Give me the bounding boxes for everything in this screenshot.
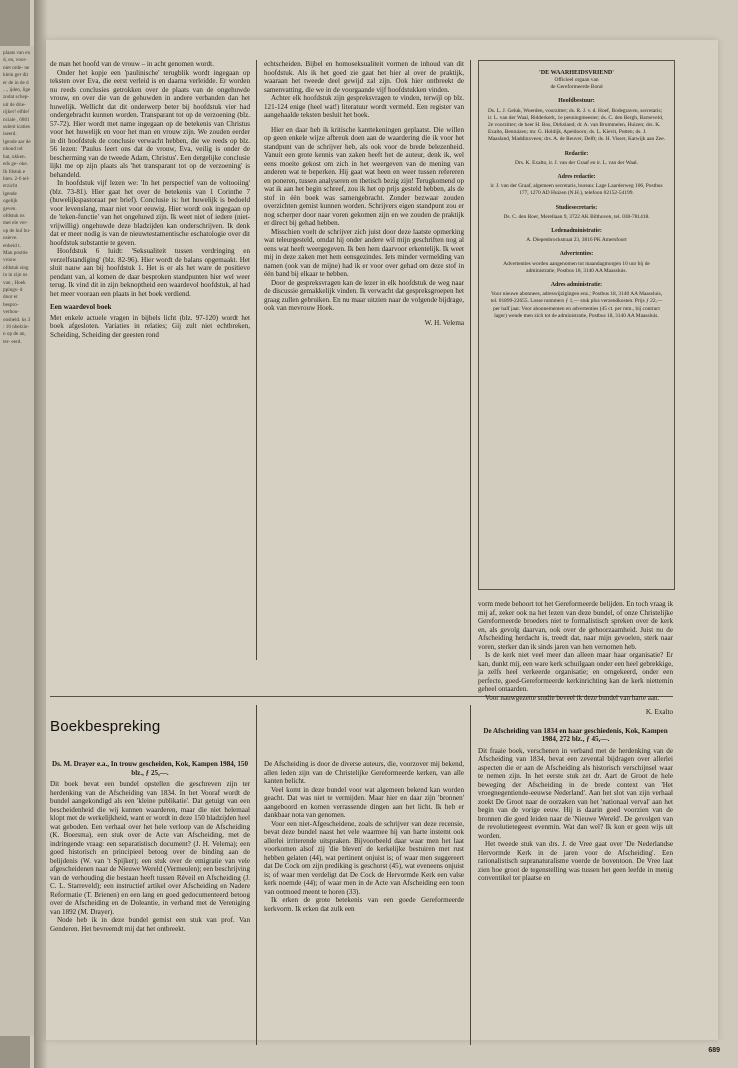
masthead-section-head: Studiesecretaris: bbox=[555, 204, 598, 211]
subheading: Een waardevol boek bbox=[50, 303, 112, 311]
paragraph: Dit boek bevat een bundel opstellen die geschreven zijn ter herdenking van de Afscheiding van 1834. In het Vooraf wordt de bundel aangekondigd als een 'kleine publikatie'. Dat getuigt van een bescheidenheid die wij kunnen waarderen, maar die niet helemaal klopt met de werkelijkheid, want er wordt in deze 150 bladzijden heel wat geboden. Een verhaal over het hele verloop van de Afscheiding (K. Boersma), een stuk over de Acte van Afscheiding, met de indringende vraag: een separatistisch document? (J. H. Velema); een goed historisch en principieel betoog over de binding aan de belijdenis (W. van 't Spijker); een stuk over de emigratie van vele afgescheidenen naar de Nieuwe Wereld (Vermeulen); een beschrijving van de verhouding die bestaan heeft tussen Réveil en Afscheiding (J. C. L. Starreveld); een instructief artikel over Afscheiding en Nadere Reformatie (T. Brienen) en een lang en goed gedocumenteerd betoog over de Afscheiding en de Doleantie, in verband met de Vereniging van 1892 (M. Drayer). bbox=[50, 780, 250, 916]
page-number: 689 bbox=[708, 1047, 720, 1054]
paragraph: Het tweede stuk van drs. J. de Vree gaat over 'De Nederlandse Hervormde Kerk in de jaren voor de Afscheiding'. Een rationalistisch supranaturalisme voerde de boventoon. De Vree laat zien hoe groot de tegenstelling was tussen het geen leefde in menig conventikel ter plaatse en bbox=[478, 840, 673, 883]
masthead-section-body: Advertenties worden aangenomen tot maandagmorgen 10 uur bij de administratie, Postbus 18, 3140 AA Maassluis. bbox=[503, 260, 650, 274]
review-heading-2: De Afscheiding van 1834 en haar geschiedenis, Kok, Kampen 1984, 272 blz., ƒ 45,—. bbox=[483, 726, 668, 744]
paragraph: Onder het kopje een 'paulinische' terugblik wordt ingegaan op teksten over Eva, die eerst verleid is en daarna verleidde. Er worden nu reeds conclusies getrokken over de plaats van de ongehuwde vrouw, en over die van de gehuwden in andere verbanden dan het huwelijk. Wellicht dat dit onderwerp beter bij hoofdstuk vier had ondergebracht kunnen worden. Transparant tot op de verzoening (blz. 57-72). Hier wordt met name ingegaan op de betekenis van Christus voor het huwelijk en voor het man en vrouw zijn. We zouden eerder in dit hoofdstuk de conclusie verwacht hebben, die we reeds op blz. 56 lezen: 'Paulus leert ons dat de vrouw, Eva, veilig is onder de bescherming van de tweede Adam, Christus'. Een dergelijke conclusie lijkt me op zijn plaats als 'het transparant tot op de verzoening' is behandeld. bbox=[50, 68, 250, 179]
masthead-section-head: Redactie: bbox=[564, 150, 589, 157]
paragraph: In hoofdstuk vijf lezen we: 'In het perspectief van de voltooiing' (blz. 73-81). Hier gaat het over de betekenis van 1 Corinthe 7 (huwelijkspastoraat per brief). Conclusie is: het huwelijk is bedoeld voor levenslang, maar niet voor eeuwig. Hier wordt ook ingegaan op de 'teken-functie' van het ongehuwd zijn. Ik weet niet of iedere (niet-vrijwillig) ongehuwde deze bladzijden kan onderschrijven. Ik denk dat er meer nodig is van de nieuwtestamentische eschatologie over dit hoofdstuk substantie te geven. bbox=[50, 179, 250, 247]
paragraph: Voor een niet-Afgescheidene, zoals de schrijver van deze recensie, bevat deze bundel naast het vele waarmee hij van harte instemt ook allerlei irriterende uitspraken. Bijvoorbeeld daar waar men het laat voorkomen alsof zij 'die bleven' de kerkelijke bestuiren met rust hebben gelaten (44), wat pertinent onjuist is; of waar men suggereert dat De Cock om zijn prediking is geschorst (45), wat eveneens onjuist is; of waar men verdeligt dat De Cock de Hervormde Kerk een valse kerk noemde (44); of waar men in de Acte van Afscheiding een toon van ootmoed meent te horen (33). bbox=[264, 819, 464, 896]
paragraph: Achter elk hoofdstuk zijn gespreksvragen te vinden, terwijl op blz. 121-124 enige (heel wat!) literatuur wordt vermeld. Een register van aangehaalde teksten besluit het boek. bbox=[264, 94, 464, 119]
masthead-section-body: Drs. K. Exalto, ir. J. van der Graaf en ir. L. van der Waal. bbox=[515, 159, 638, 166]
article-column-2 bbox=[264, 60, 464, 327]
paragraph: Hier en daar heb ik kritische kanttekeningen geplaatst. Die willen op geen enkele wijze afbreuk doen aan de waardering die ik voor het standpunt van de schrijver heb, als ook voor de brede belezenheid. Vanuit een grote kennis van zaken heeft het de auteur, denk ik, wel eens moeite gekost om zich in het weergeven van de mening van anderen wat te beperken. Hij gaat wat heen en weer tussen refereren en poneren, tussen analyseren en thetisch bezig zijn! Terugkomend op wat ik aan het begin schreef, zou ik het op prijs gesteld hebben, als de stof in één boek was samengebracht. Zonder bezwaar zouden overzichten gemist kunnen worden. Schrijvers eigen standpunt zou er nog scherper door naar voren gekomen zijn en we zouden de praktijk er direct bij gehad hebben. bbox=[264, 125, 464, 227]
masthead-section-body: Ds. C. den Boer, Merellaan 9, 3722 AK Bilthoven, tel. 030-781418. bbox=[503, 213, 650, 220]
paragraph: Door de gespreksvragen kan de lezer in elk hoofdstuk de weg naar de discussie gemakkelijk vinden. Ik verwacht dat gespreksgroepen het graag zullen gebruiken. En nu maar uitzien naar de volgende bijdrage, ook van mevrouw Hoek. bbox=[264, 278, 464, 312]
column-rule-3 bbox=[256, 705, 257, 1045]
review-signature: K. Exalto bbox=[645, 708, 673, 716]
article-signature: W. H. Velema bbox=[424, 318, 464, 327]
masthead-section-body: ir. J. van der Graaf, algemeen secretaris, bureau: Lage Laarderweg 106, Postbus 177, 1270 AD Huizen (N.H.), telefoon 02152-54199. bbox=[490, 183, 663, 197]
page-content bbox=[50, 60, 710, 1045]
masthead-section-head: Hoofdbestuur: bbox=[558, 98, 595, 105]
masthead-box bbox=[478, 60, 675, 590]
article-column-3 bbox=[478, 600, 673, 883]
masthead-title-line-1: 'DE WAARHEIDSVRIEND' bbox=[539, 70, 614, 76]
paragraph: Misschien voelt de schrijver zich juist door deze laatste opmerking wat teleurgesteld, omdat hij onder andere wil mijn geschriften nog al eens wat heeft weergegeven. Ik ben hem daarvoor erkentelijk. Ik weet mij in deze zaken met hem eensgezindes. Iets minder vermelding van namen (ook van de mijne) had ik er voor over gehad om deze stof in één band bij elkaar te hebben. bbox=[264, 227, 464, 278]
column-rule-2 bbox=[470, 60, 471, 660]
paragraph: vorm mede behoort tot het Gereformeerde belijden. En toch vraag ik mij af, zeker ook na het lezen van deze bundel, of onze Christelijke Gereformeerde broeders niet te formalistisch spreken over de kerk en, als gevolg daarvan, ook over de gehoorzaamheid. Juist nu de Afscheiding herdacht is, treedt dat, naar mijn gevoelen, sterk naar voren, sterker dan ik sinds jaren van hen vernomen heb. bbox=[478, 600, 673, 651]
paragraph: Voor nauwgezette studie beveel ik deze bundel van harte aan. bbox=[485, 693, 660, 702]
paragraph: Veel komt in deze bundel voor wat algemeen bekend kan worden geacht. Dat was niet te vermijden. Maar hier en daar zijn 'bronnen' aangeboord en komen verrassende dingen aan het licht. Ik heb er dankbaar nota van genomen. bbox=[264, 785, 464, 819]
paragraph: Ik erken de grote betekenis van een goede Gereformeerde kerkvorm. Ik erken dat zulk een bbox=[264, 896, 464, 913]
masthead-section-head: Advertenties: bbox=[559, 251, 594, 258]
column-rule-4 bbox=[470, 705, 471, 1045]
masthead-section-body: Voor nieuwe abonnees, adreswijzigingen enz.; Postbus 18, 3140 AA Maassluis, tel. 01899-22655. Losse nummers ƒ 1,— stuk plus verzendkosten. Prijs ƒ 22,— per half jaar. Voor abonnementen en advertenties (45 ct. per mm., bij contract lager) wende men zich tot de administratie, Postbus 18, 3140 AA Maassluis. bbox=[490, 291, 663, 319]
paragraph: De Afscheiding is door de diverse auteurs, die, voorzover mij bekend, allen leden zijn van de Christelijke Gereformeerde kerken, van alle kanten belicht. bbox=[264, 760, 464, 785]
paragraph: Met enkele actuele vragen in bijbels licht (blz. 97-120) wordt het boek afgesloten. Variaties in relaties; Gij zult niet echtbreken, Scheiding, Scheiding der geesten rond bbox=[50, 313, 250, 339]
masthead-section-body: Ds. L. J. Geluk, Woerden, voorzitter; ds. R. J. v. d. Hoef, Bodegraven, secretaris; ir. L. van der Waal, Ridderkerk, 1e penningmeester; ds. C. den Bergh, Barneveld, 2e voorzitter; de heer H. Bos, Dirksland; dr. A. van Brummelen, Huizen; drs. K. Exalto, Bentuizen; mr. G. Holdijk, Apeldoorn; ds. L. Kievit, Putten; ds. J. Maasland, Maddinxveen; drs. A. de Reuver, Delft; ds. H. Visser, Katwijk aan Zee. bbox=[488, 107, 665, 143]
review-heading-1: Ds. M. Drayer e.a., In trouw gescheiden, Kok, Kampen 1984, 150 blz., ƒ 25,—. bbox=[52, 760, 248, 777]
paragraph: Is de kerk niet veel meer dan alleen maar haar organisatie? Er kan, dunkt mij, een ware kerk schuilgaan onder een heel gebrekkige, ja zelfs heel verkeerde organisatie; en omgekeerd, onder een perfecte, goed-Gereformeerde kerkinrichting kan de kerk niettemin geheel ontaarden. bbox=[478, 651, 673, 693]
article-column-1 bbox=[50, 60, 250, 339]
masthead-title-line-2: Officieel orgaan van bbox=[554, 77, 599, 83]
masthead-section-head: Adres redactie: bbox=[557, 174, 596, 181]
previous-page-edge: plaats van en d, en, voor- niet orde- ne klein ger dit er de in de d ..., ijden, lige zodat schep- uit de drie- rijker! elfde! nciale , 6801 sulent icaties iseerd. lgende aar de nhoud nd hat, ukken. eds ge- oke. Ik fdstuk e bien. 2-6 tel- erzicht lgende ogelijk geven. ofdstuk ns met ele ver- op de hul bu- usieve. enheid t. Man positie vrouw ofdstuk sing in in zijn ns van , Hoek ppings- d door er bespro- verhou- oosheid. ks 3 : 16 nbelzin- n op de an, ter- eerd. bbox=[0, 46, 34, 1036]
column-rule-1 bbox=[256, 60, 257, 660]
masthead-section-head: Adres administratie: bbox=[550, 282, 603, 289]
paragraph: Dit fraaie boek, verschenen in verband met de herdenking van de Afscheiding van 1834, bevat een zevental bijdragen over allerlei aspecten die er aan de Afscheiding als historisch verschijnsel waar te nemen zijn. In het eerste stuk zet dr. Aart de Groot de hele beweging der Afscheiding in de brede context van 'Het vroegnegentiende-eeuwse Nederland'. Aan het slot van zijn verhaal zoekt De Groot naar de oorzaken van het 'nationaal verval' aan het begin van de vorige eeuw. Hij is daarin goed voorzien van de bronnen die goed leiden naar de 'Nieuwe Wereld'. De gevolgen van de revolutietegeest evenmin. Wat dan wel? Ik kon er geen wijs uit worden. bbox=[478, 746, 673, 840]
masthead-section-body: A. Diepenbrockstraat 23, 3816 PK Amersfoort bbox=[526, 237, 627, 244]
paragraph: Hoofdstuk 6 luidt: 'Seksualiteit tussen verdringing en verzelfstandiging' (blz. 82-96). Hier wordt de balans opgemaakt. Het sluit nauw aan bij hoofdstuk 1. Het is er als het ware de positieve pendant van, al komen de daar besproken standpunten hier wel weer terug. Ik vind dit in zijn beknoptheid een waardevol hoofdstuk, al had het meer vooraan een plaats in het boek verdiend. bbox=[50, 247, 250, 298]
masthead-section-head: Ledenadministratie: bbox=[551, 228, 602, 235]
section-title: Boekbespreking bbox=[50, 718, 161, 735]
review-column-1 bbox=[50, 760, 250, 933]
paragraph: echtscheiden. Bijbel en homoseksualiteit vormen de inhoud van dit hoofdstuk. Als ik het goed zie gaat het hier al over de praktijk, waaraan het tweede deel gewijd zal zijn. Ook hier ontbreekt de samenvatting, die we in de voorgaande vijf hoofdstukken vinden. bbox=[264, 60, 464, 94]
review-column-2 bbox=[264, 760, 464, 913]
masthead-title-line-3: de Gereformeerde Bond bbox=[550, 84, 603, 91]
paragraph: de man het hoofd van de vrouw – in acht genomen wordt. bbox=[50, 60, 214, 68]
paragraph: Node heb ik in deze bundel gemist een stuk van prof. Van Genderen. Het bevreemdt mij dat het ontbreekt. bbox=[50, 916, 250, 933]
